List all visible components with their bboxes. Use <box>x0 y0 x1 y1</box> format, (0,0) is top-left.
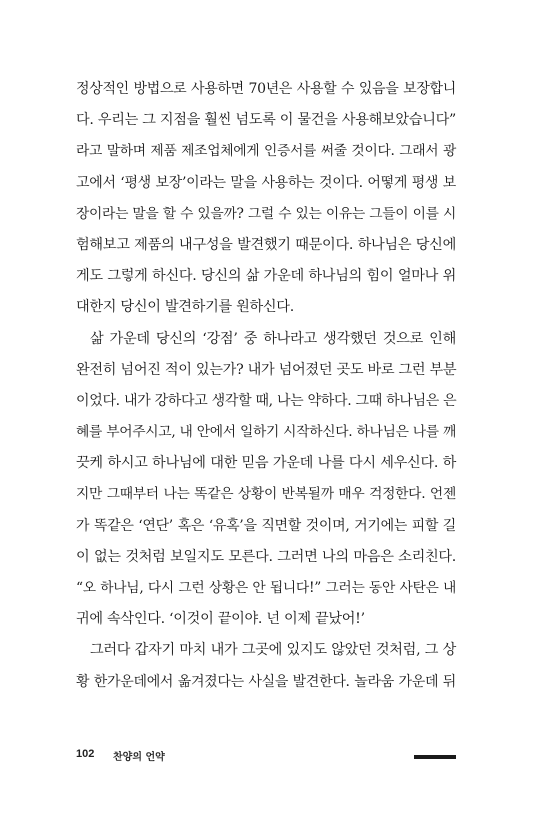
text-line: 라고 말하며 제품 제조업체에게 인증서를 써줄 것이다. 그래서 광 <box>76 143 456 160</box>
text-line: 다. 우리는 그 지점을 훨씬 넘도록 이 물건을 사용해보았습니다” <box>76 112 456 129</box>
running-title: 찬양의 언약 <box>113 752 165 763</box>
page-number: 102 <box>76 748 95 760</box>
text-line: “오 하나님, 다시 그런 상황은 안 됩니다!” 그러는 동안 사탄은 내 <box>76 580 456 596</box>
body-text <box>76 74 456 698</box>
text-line: 이었다. 내가 강하다고 생각할 때, 나는 약하다. 그때 하나님은 은 <box>76 392 457 409</box>
text-line: 혜를 부어주시고, 내 안에서 일하기 시작하신다. 하나님은 나를 깨 <box>76 424 456 441</box>
text-line: 고에서 ‘평생 보장’이라는 말을 사용하는 것이다. 어떻게 평생 보 <box>76 174 456 191</box>
text-line: 게도 그렇게 하신다. 당신의 삶 가운데 하나님의 힘이 얼마나 위 <box>76 268 456 285</box>
text-line: 험해보고 제품의 내구성을 발견했기 때문이다. 하나님은 당신에 <box>76 236 456 253</box>
text-line: 완전히 넘어진 적이 있는가? 내가 넘어졌던 곳도 바로 그런 부분 <box>76 361 457 378</box>
text-line: 장이라는 말을 할 수 있을까? 그럴 수 있는 이유는 그들이 이를 시 <box>76 205 456 222</box>
text-line: 귀에 속삭인다. ‘이것이 끝이야. 넌 이제 끝났어!’ <box>76 611 365 628</box>
text-line: 가 똑같은 ‘연단’ 혹은 ‘유혹’을 직면할 것이며, 거기에는 피할 길 <box>76 517 456 534</box>
text-line: 삶 가운데 당신의 ‘강점’ 중 하나라고 생각했던 것으로 인해 <box>90 330 456 347</box>
page-footer <box>76 746 456 768</box>
text-line: 그러다 갑자기 마치 내가 그곳에 있지도 않았던 것처럼, 그 상 <box>90 642 456 659</box>
text-line: 황 한가운데에서 옮겨졌다는 사실을 발견한다. 놀라움 가운데 뒤 <box>76 673 456 690</box>
text-line: 이 없는 것처럼 보일지도 모른다. 그러면 나의 마음은 소리친다. <box>76 548 456 565</box>
footer-rule <box>414 755 456 759</box>
text-line: 지만 그때부터 나는 똑같은 상황이 반복될까 매우 걱정한다. 언젠 <box>76 486 456 503</box>
text-line: 끗케 하시고 하나님에 대한 믿음 가운데 나를 다시 세우신다. 하 <box>76 455 456 472</box>
text-line: 정상적인 방법으로 사용하면 70년은 사용할 수 있음을 보장합니 <box>76 81 456 97</box>
text-line: 대한지 당신이 발견하기를 원하신다. <box>76 299 294 316</box>
